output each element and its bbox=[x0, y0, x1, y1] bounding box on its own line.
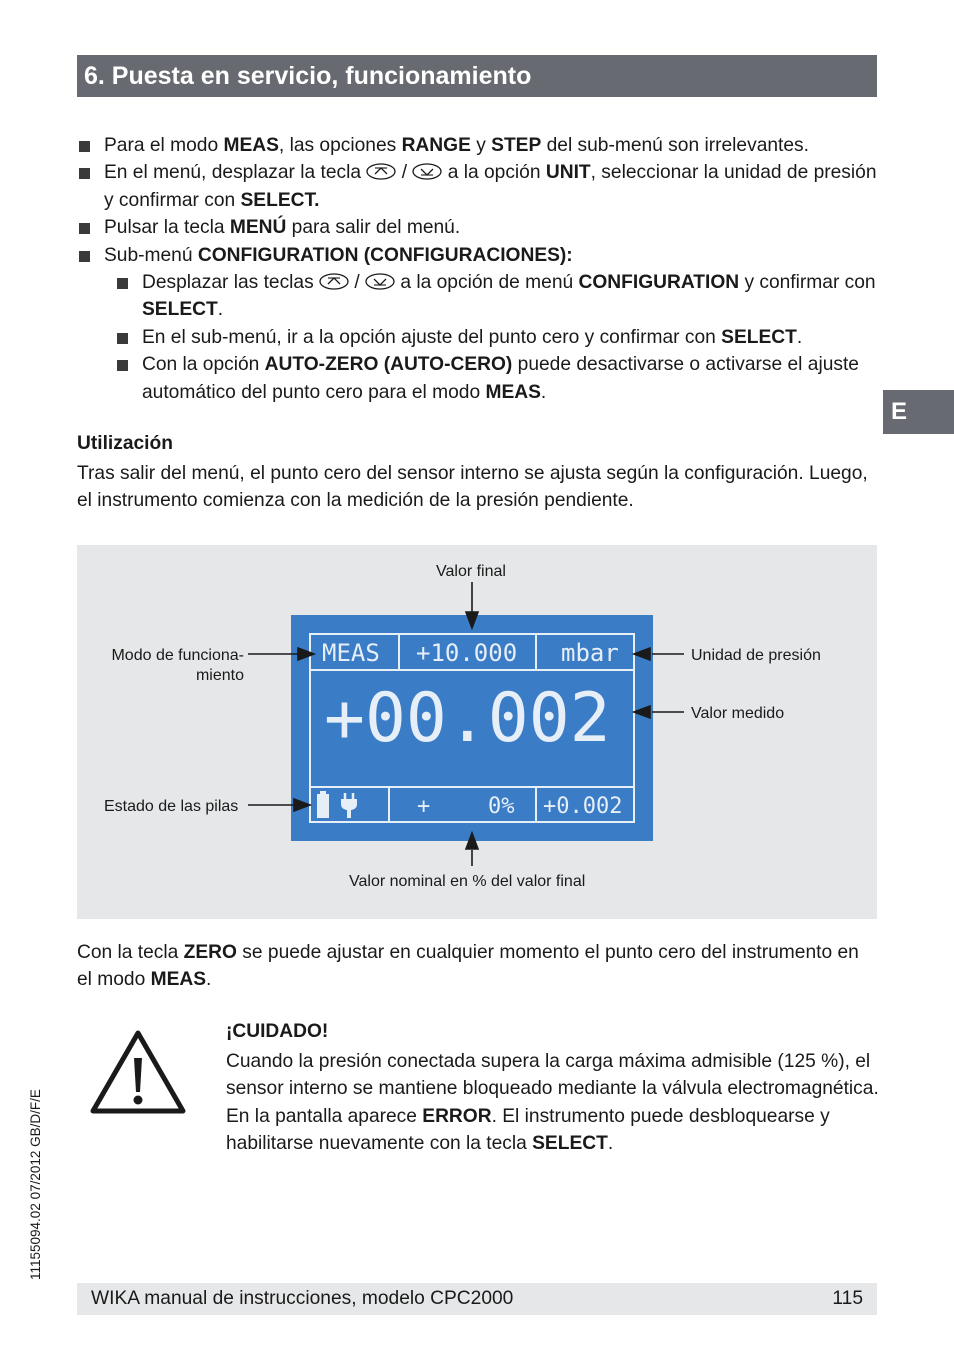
label-measured-value: Valor medido bbox=[691, 705, 785, 722]
usage-text: Tras salir del menú, el punto cero del sensor interno se ajusta según la configuración. Luego, el instrumento comienza con la medición de la presión pendiente. bbox=[77, 463, 868, 512]
up-key-icon bbox=[319, 273, 349, 290]
label-pressure-unit: Unidad de presión bbox=[691, 647, 821, 664]
sub-list-item: Desplazar las teclas / a la opción de menú CONFIGURATION y confirmar con SELECT. bbox=[77, 269, 877, 324]
battery-plug-icon bbox=[315, 790, 365, 820]
usage-title: Utilización bbox=[77, 433, 173, 454]
language-tab: E bbox=[883, 390, 954, 434]
list-item: Sub-menú CONFIGURATION (CONFIGURACIONES): bbox=[77, 242, 877, 269]
bullet-square-icon bbox=[79, 141, 90, 152]
caution-text: Cuando la presión conectada supera la carga máxima admisible (125 %), el sensor interno se mantiene bloqueado mediante la válvula electromagnética. En la pantalla aparece ERROR. El instrumento puede desbloquearse y habilitarse nuevamente con la tecla SELECT. bbox=[226, 1051, 879, 1155]
bullet-square-icon bbox=[79, 251, 90, 262]
down-key-icon bbox=[365, 273, 395, 290]
instruction-list bbox=[77, 132, 877, 406]
lcd-nominal: +0.002 bbox=[543, 794, 623, 819]
lcd-percent: 0% bbox=[488, 794, 515, 819]
page-number: 115 bbox=[832, 1288, 863, 1309]
page-footer bbox=[77, 1283, 877, 1315]
section-heading: 6. Puesta en servicio, funcionamiento bbox=[77, 55, 877, 97]
label-nominal-value: Valor nominal en % del valor final bbox=[349, 873, 586, 890]
up-key-icon bbox=[366, 163, 396, 180]
sub-list-item: Con la opción AUTO-ZERO (AUTO-CERO) puede desactivarse o activarse el ajuste automático del punto cero para el modo MEAS. bbox=[77, 351, 877, 406]
label-operating-mode: Modo de funciona- miento bbox=[111, 647, 244, 684]
bullet-square-icon bbox=[117, 333, 128, 344]
bullet-square-icon bbox=[117, 360, 128, 371]
sub-list-item: En el sub-menú, ir a la opción ajuste del punto cero y confirmar con SELECT. bbox=[77, 324, 877, 351]
bullet-square-icon bbox=[79, 168, 90, 179]
list-item: En el menú, desplazar la tecla / a la opción UNIT, seleccionar la unidad de presión y confirmar con SELECT. bbox=[77, 159, 877, 214]
caution-title: ¡CUIDADO! bbox=[226, 1021, 329, 1042]
down-key-icon bbox=[412, 163, 442, 180]
bullet-square-icon bbox=[79, 223, 90, 234]
list-item: Para el modo MEAS, las opciones RANGE y STEP del sub-menú son irrelevantes. bbox=[77, 132, 877, 159]
zero-paragraph: Con la tecla ZERO se puede ajustar en cualquier momento el punto cero del instrumento en el modo MEAS. bbox=[77, 942, 859, 991]
label-end-value: Valor final bbox=[436, 563, 506, 580]
footer-title: WIKA manual de instrucciones, modelo CPC2000 bbox=[91, 1288, 514, 1309]
lcd-reading: +00.002 bbox=[324, 679, 611, 758]
lcd-end-value: +10.000 bbox=[416, 639, 518, 667]
lcd-mode: MEAS bbox=[322, 639, 380, 667]
lcd-unit: mbar bbox=[561, 639, 619, 667]
label-battery-status: Estado de las pilas bbox=[104, 798, 239, 815]
document-code: 11155094.02 07/2012 GB/D/F/E bbox=[28, 1089, 43, 1280]
list-item: Pulsar la tecla MENÚ para salir del menú. bbox=[77, 214, 877, 241]
lcd-sign: + bbox=[417, 794, 431, 819]
warning-triangle-icon bbox=[90, 1030, 186, 1114]
bullet-square-icon bbox=[117, 278, 128, 289]
